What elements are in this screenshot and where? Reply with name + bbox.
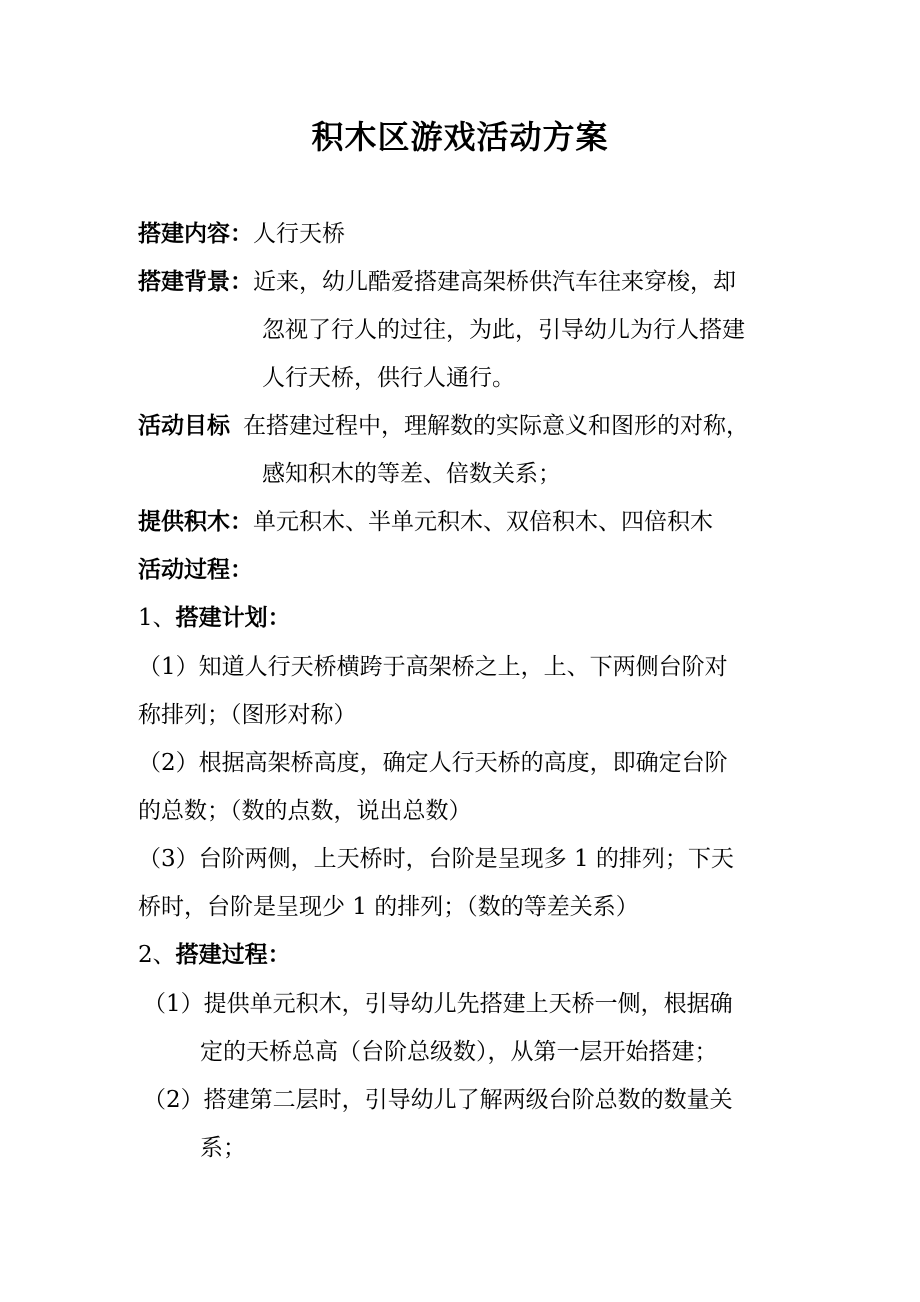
plan-item-3-line-1: （3）台阶两侧，上天桥时，台阶是呈现多 1 的排列；下天 — [138, 846, 734, 872]
plan-item-2-line-2: 的总数；（数的点数，说出总数） — [138, 798, 472, 824]
plan-heading-num: 1、 — [138, 605, 176, 631]
plan-heading-label: 搭建计划： — [175, 604, 291, 631]
background-label: 搭建背景： — [138, 268, 253, 295]
build-heading-num: 2、 — [138, 942, 176, 968]
plan-heading — [138, 594, 291, 642]
blocks-value: 单元积木、半单元积木、双倍积木、四倍积木 — [253, 509, 713, 535]
blocks-label: 提供积木： — [138, 508, 253, 535]
goal-line-2: 感知积木的等差、倍数关系； — [262, 461, 561, 487]
content-label: 搭建内容： — [138, 220, 253, 247]
build-heading — [138, 931, 291, 979]
background-line-1: 近来，幼儿酷爱搭建高架桥供汽车往来穿梭，却 — [253, 269, 736, 295]
plan-item-3-line-2: 桥时，台阶是呈现少 1 的排列；（数的等差关系） — [138, 894, 639, 920]
process-heading: 活动过程： — [138, 556, 253, 583]
build-item-2-line-1: （2）搭建第二层时，引导幼儿了解两级台阶总数的数量关 — [143, 1087, 733, 1113]
content-row — [138, 210, 345, 258]
content-value: 人行天桥 — [253, 221, 345, 247]
build-item-1-line-1: （1）提供单元积木，引导幼儿先搭建上天桥一侧，根据确 — [143, 991, 733, 1017]
plan-item-1-line-2: 称排列；（图形对称） — [138, 702, 357, 728]
goal-label: 活动目标 — [138, 412, 230, 439]
blocks-row — [138, 498, 713, 546]
goal-row — [138, 402, 749, 450]
goal-line-1: 在搭建过程中，理解数的实际意义和图形的对称， — [243, 413, 749, 439]
build-heading-label: 搭建过程： — [175, 941, 291, 968]
background-line-2: 忽视了行人的过往，为此，引导幼儿为行人搭建 — [262, 317, 745, 343]
page-title: 积木区游戏活动方案 — [311, 118, 609, 156]
plan-item-2-line-1: （2）根据高架桥高度，确定人行天桥的高度，即确定台阶 — [138, 750, 728, 776]
background-row — [138, 258, 736, 306]
background-line-3: 人行天桥，供行人通行。 — [262, 365, 515, 391]
build-item-2-line-2: 系； — [200, 1135, 246, 1161]
build-item-1-line-2: 定的天桥总高（台阶总级数），从第一层开始搭建； — [200, 1039, 718, 1065]
plan-item-1-line-1: （1）知道人行天桥横跨于高架桥之上，上、下两侧台阶对 — [138, 654, 728, 680]
